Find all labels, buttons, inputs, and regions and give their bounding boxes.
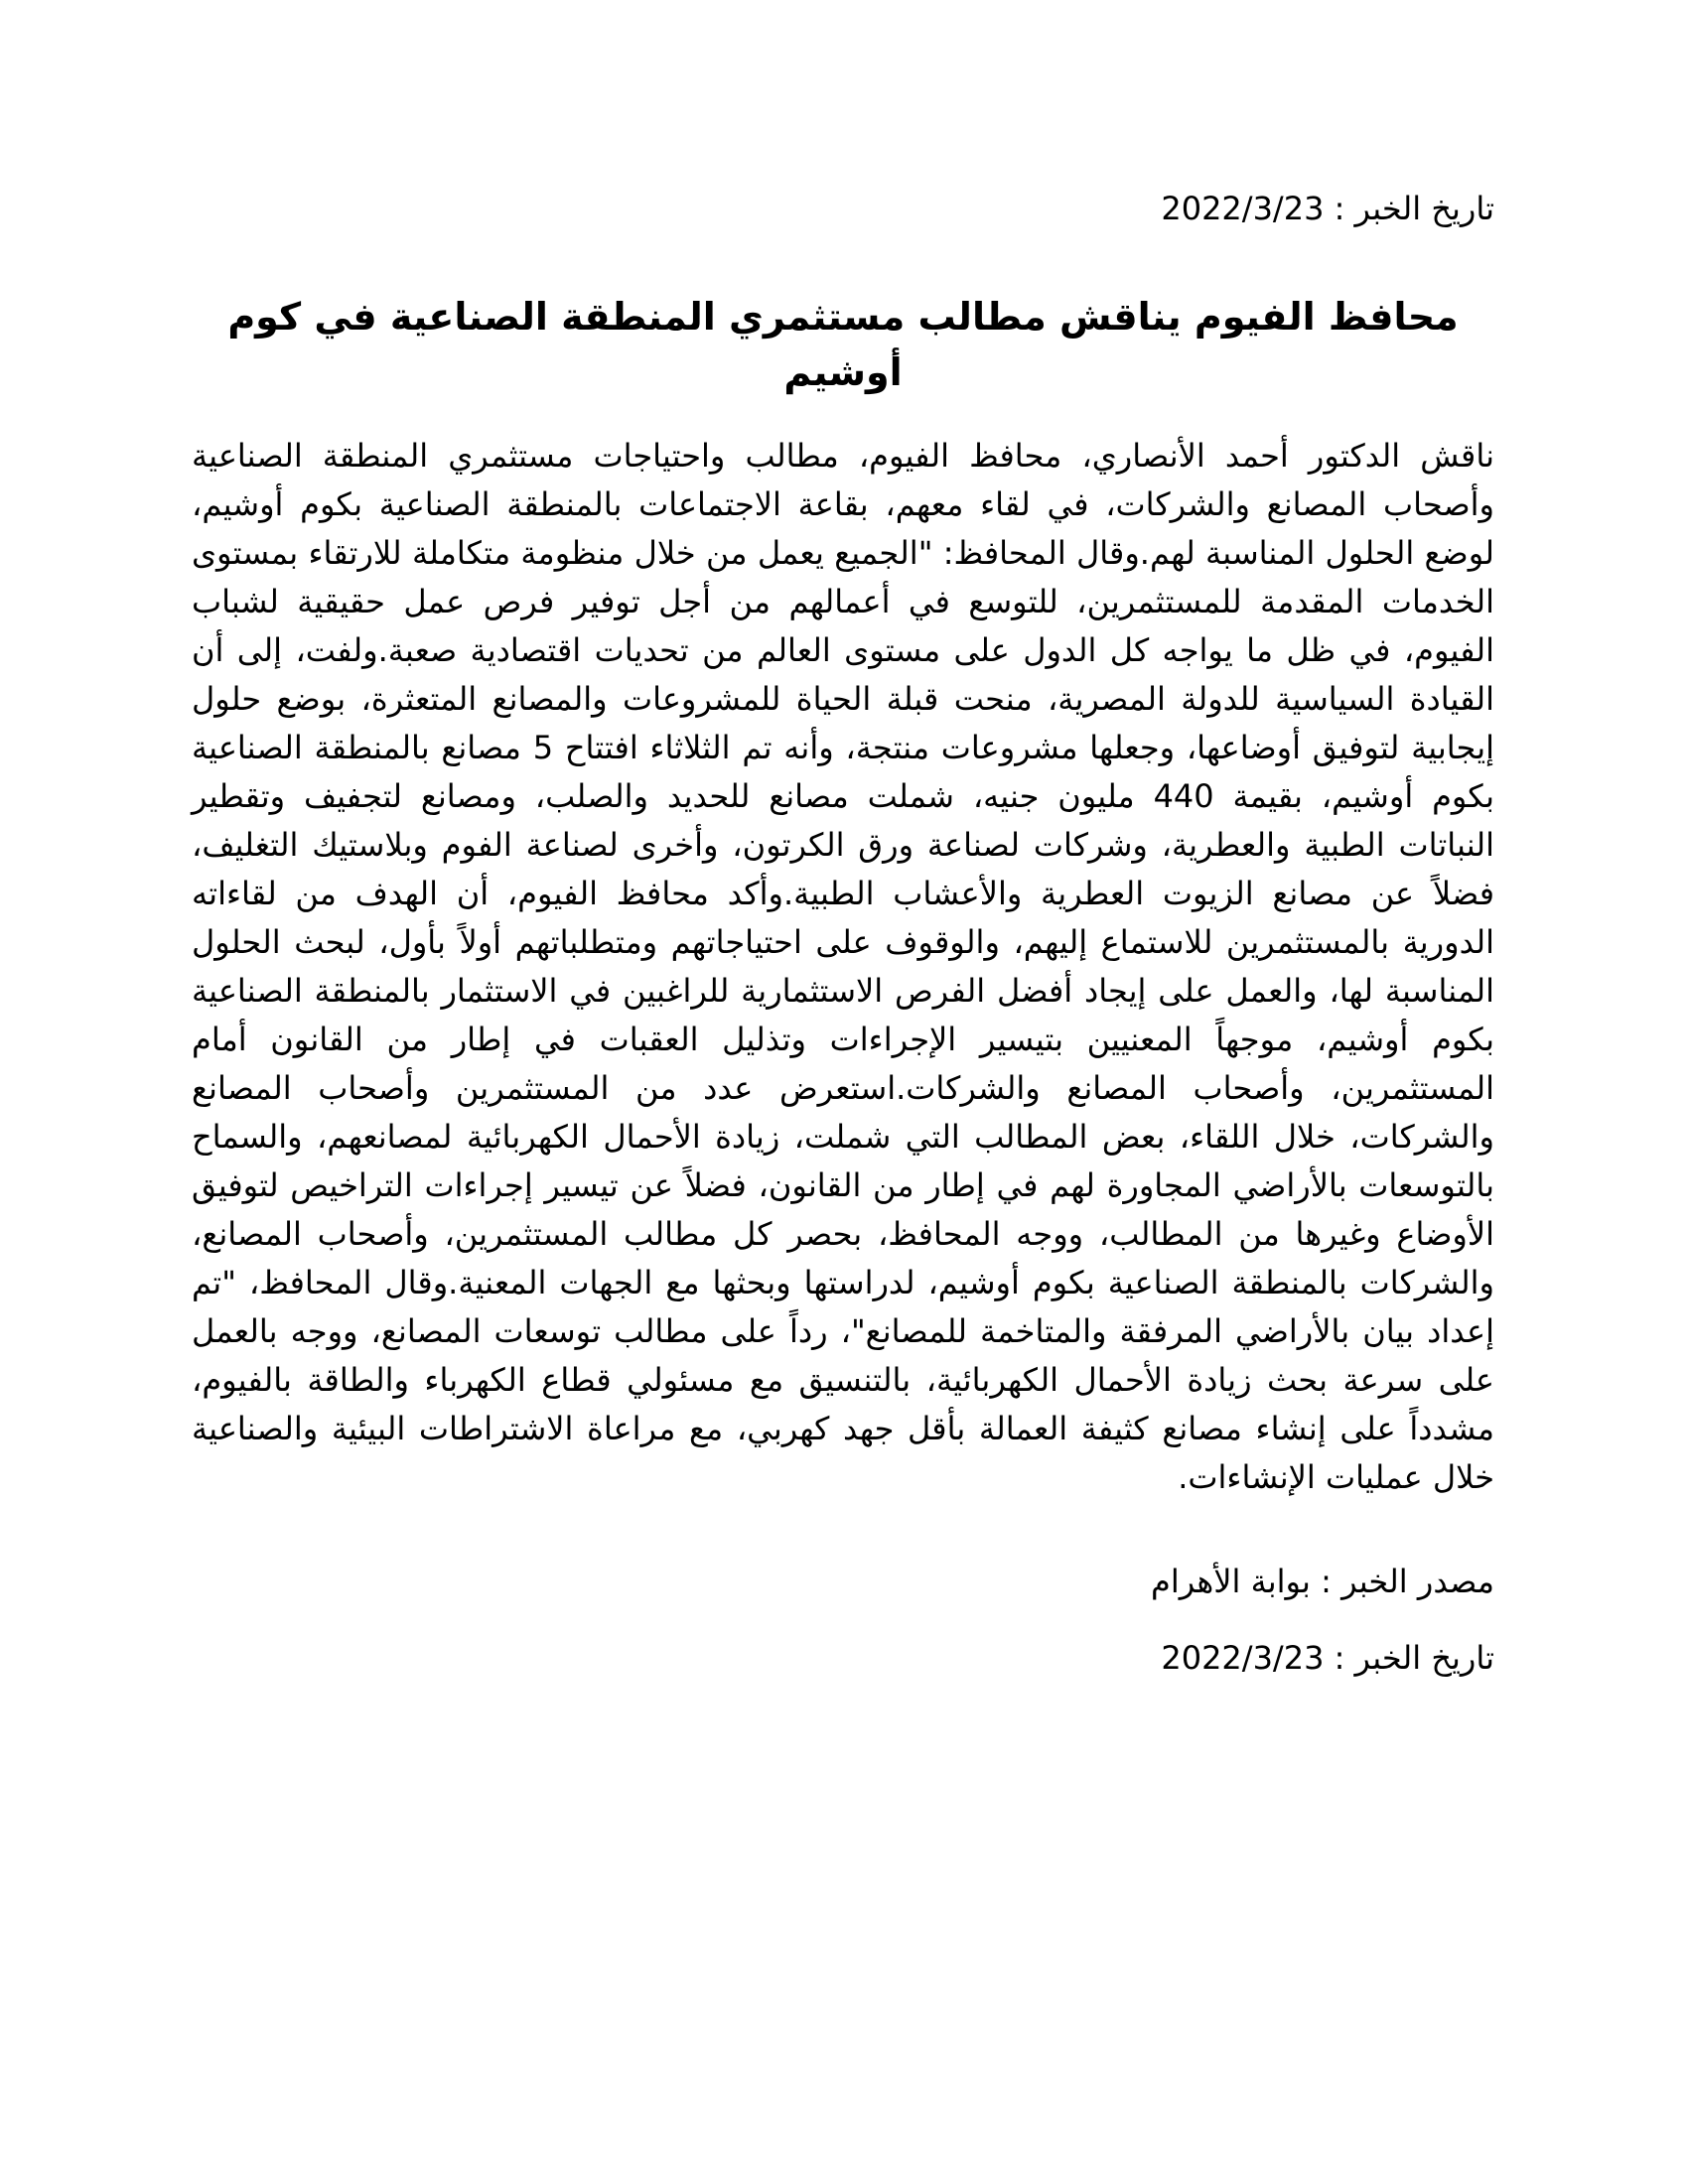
news-date-top: تاريخ الخبر : 2022/3/23 (1161, 190, 1494, 227)
news-date-bottom: تاريخ الخبر : 2022/3/23 (1161, 1639, 1494, 1677)
article-body: ناقش الدكتور أحمد الأنصاري، محافظ الفيوم، مطالب واحتياجات مستثمري المنطقة الصناعية وأصحاب المصانع والشركات، في لقاء معهم، بقاعة الاجتماعات بالمنطقة الصناعية بكوم أوشيم، لوضع الحلول المناسبة لهم.وقال المحافظ: "الجميع يعمل من خلال منظومة متكاملة للارتقاء بمستوى الخدمات المقدمة للمستثمرين، للتوسع في أعمالهم من أجل توفير فرص عمل حقيقية لشباب الفيوم، في ظل ما يواجه كل الدول على مستوى العالم من تحديات اقتصادية صعبة.ولفت، إلى أن القيادة السياسية للدولة المصرية، منحت قبلة الحياة للمشروعات والمصانع المتعثرة، بوضع حلول إيجابية لتوفيق أوضاعها، وجعلها مشروعات منتجة، وأنه تم الثلاثاء افتتاح 5 مصانع بالمنطقة الصناعية بكوم أوشيم، بقيمة 440 مليون جنيه، شملت مصانع للحديد والصلب، ومصانع لتجفيف وتقطير النباتات الطبية والعطرية، وشركات لصناعة ورق الكرتون، وأخرى لصناعة الفوم وبلاستيك التغليف، فضلاً عن مصانع الزيوت العطرية والأعشاب الطبية.وأكد محافظ الفيوم، أن الهدف من لقاءاته الدورية بالمستثمرين للاستماع إليهم، والوقوف على احتياجاتهم ومتطلباتهم أولاً بأول، لبحث الحلول المناسبة لها، والعمل على إيجاد أفضل الفرص الاستثمارية للراغبين في الاستثمار بالمنطقة الصناعية بكوم أوشيم، موجهاً المعنيين بتيسير الإجراءات وتذليل العقبات في إطار من القانون أمام المستثمرين، وأصحاب المصانع والشركات.استعرض عدد من المستثمرين وأصحاب المصانع والشركات، خلال اللقاء، بعض المطالب التي شملت، زيادة الأحمال الكهربائية لمصانعهم، والسماح بالتوسعات بالأراضي المجاورة لهم في إطار من القانون، فضلاً عن تيسير إجراءات التراخيص لتوفيق الأوضاع وغيرها من المطالب، ووجه المحافظ، بحصر كل مطالب المستثمرين، وأصحاب المصانع، والشركات بالمنطقة الصناعية بكوم أوشيم، لدراستها وبحثها مع الجهات المعنية.وقال المحافظ، "تم إعداد بيان بالأراضي المرفقة والمتاخمة للمصانع"، رداً على مطالب توسعات المصانع، ووجه بالعمل على سرعة بحث زيادة الأحمال الكهربائية، بالتنسيق مع مسئولي قطاع الكهرباء والطاقة بالفيوم، مشدداً على إنشاء مصانع كثيفة العمالة بأقل جهد كهربي، مع مراعاة الاشتراطات البيئية والصناعية خلال عمليات الإنشاءات. (192, 437, 1495, 1496)
news-source: مصدر الخبر : بوابة الأهرام (1151, 1563, 1494, 1600)
document-content (192, 0, 1494, 1683)
article-title: محافظ الفيوم يناقش مطالب مستثمري المنطقة الصناعية في كوم أوشيم (227, 295, 1459, 394)
